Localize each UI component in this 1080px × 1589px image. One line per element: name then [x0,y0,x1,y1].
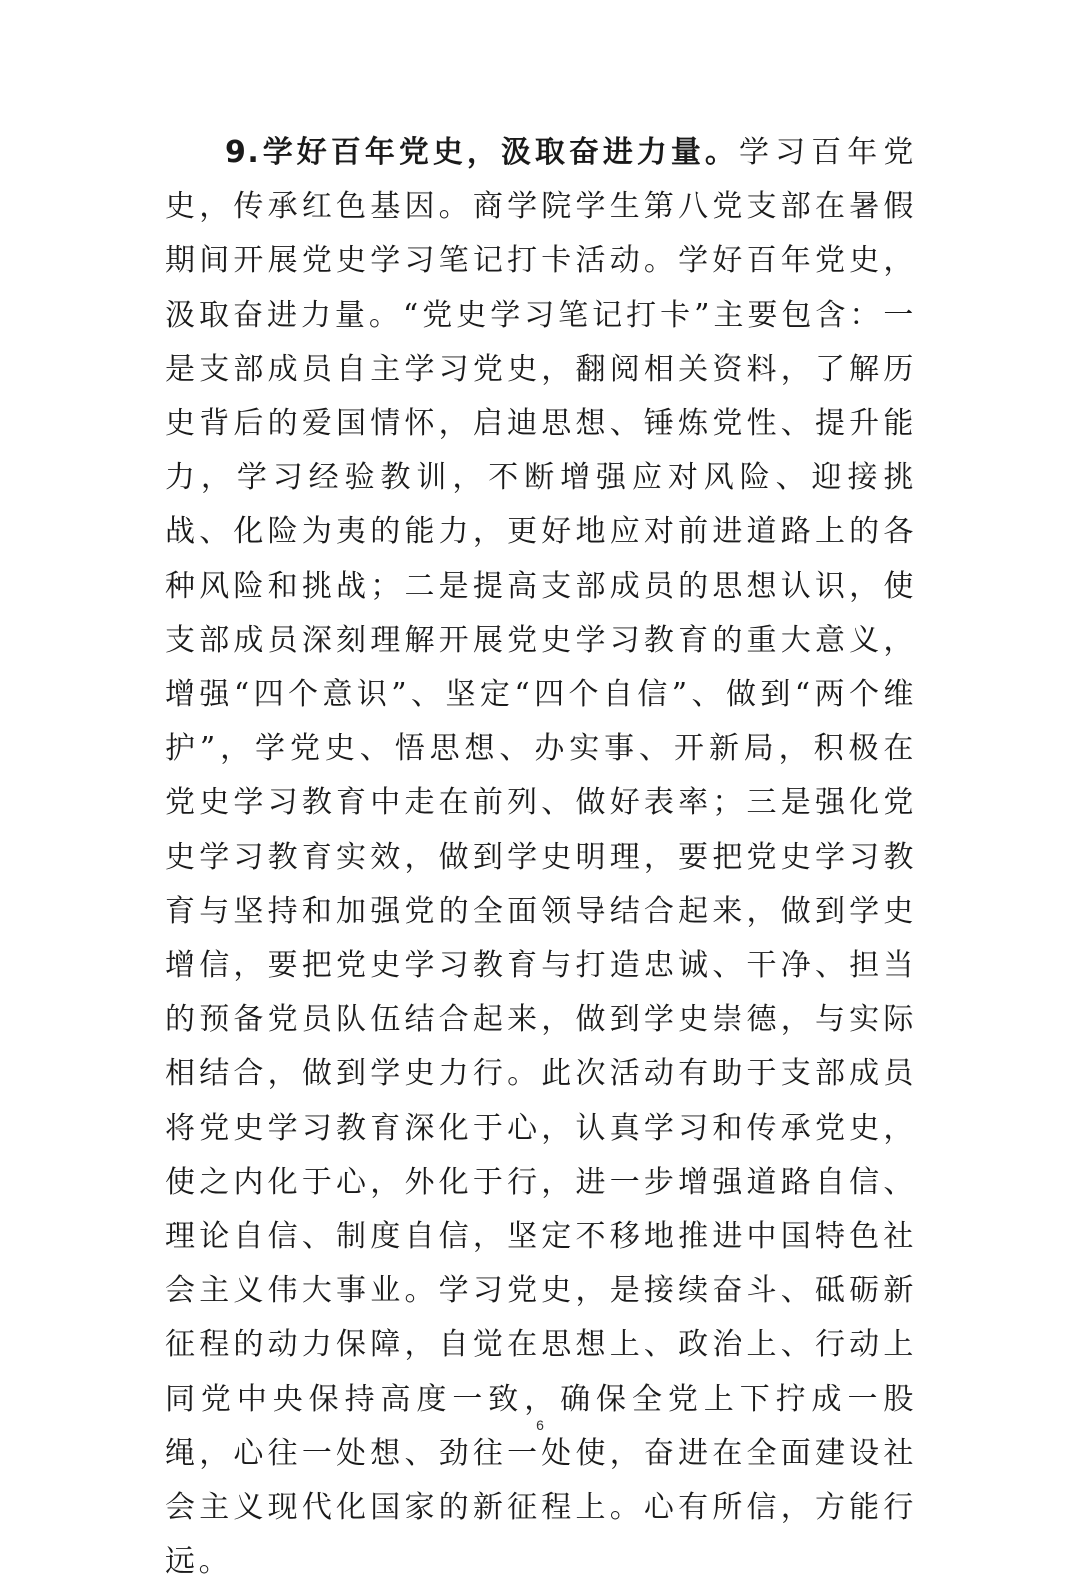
body-paragraph [165,126,917,1589]
section-heading: 9.学好百年党史，汲取奋进力量。 [225,135,739,170]
page-number: 6 [536,1417,544,1433]
paragraph-text: 学习百年党史，传承红色基因。商学院学生第八党支部在暑假期间开展党史学习笔记打卡活动。学好百年党史，汲取奋进力量。“党史学习笔记打卡”主要包含：一是支部成员自主学习党史，翻阅相关资料，了解历史背后的爱国情怀，启迪思想、锤炼党性、提升能力，学习经验教训，不断增强应对风险、迎接挑战、化险为夷的能力，更好地应对前进道路上的各种风险和挑战；二是提高支部成员的思想认识，使支部成员深刻理解开展党史学习教育的重大意义，增强“四个意识”、坚定“四个自信”、做到“两个维护”，学党史、悟思想、办实事、开新局，积极在党史学习教育中走在前列、做好表率；三是强化党史学习教育实效，做到学史明理，要把党史学习教育与坚持和加强党的全面领导结合起来，做到学史增信，要把党史学习教育与打造忠诚、干净、担当的预备党员队伍结合起来，做到学史崇德，与实际相结合，做到学史力行。此次活动有助于支部成员将党史学习教育深化于心，认真学习和传承党史，使之内化于心，外化于行，进一步增强道路自信、理论自信、制度自信，坚定不移地推进中国特色社会主义伟大事业。学习党史，是接续奋斗、砥砺新征程的动力保障，自觉在思想上、政治上、行动上同党中央保持高度一致，确保全党上下拧成一股绳，心往一处想、劲往一处使，奋进在全面建设社会主义现代化国家的新征程上。心有所信，方能行远。 [165,135,917,1580]
